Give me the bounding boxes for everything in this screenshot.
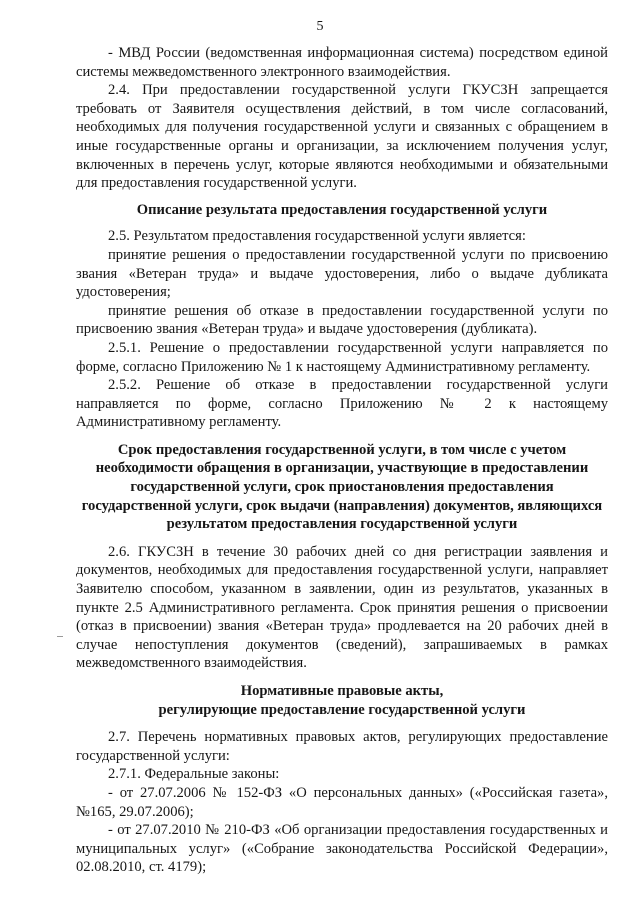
document-body — [76, 44, 608, 877]
paragraph-decision-grant: принятие решения о предоставлении государственной услуги по присвоению звания «Ветеран труда» и выдаче удостоверения, либо о выдаче дубликата удостоверения; — [76, 246, 608, 301]
spacer — [76, 673, 608, 682]
spacer — [76, 219, 608, 227]
page-number: 5 — [316, 19, 324, 34]
paragraph-2-7: 2.7. Перечень нормативных правовых актов, регулирующих предоставление государственной услуги: — [76, 729, 608, 764]
spacer — [76, 193, 608, 201]
heading-result-description: Описание результата предоставления государственной услуги — [136, 201, 548, 218]
heading-service-term: Срок предоставления государственной услуги, в том числе с учетом необходимости обращения в организации, участвующие в предоставлении государственной услуги, срок приостановления предоставления государственной услуги, срок выдачи (направления) документов, являющихся результатом предоставления государственной услуги — [81, 441, 603, 533]
paragraph-2-5-2: 2.5.2. Решение об отказе в предоставлении государственной услуги направляется по форме, согласно Приложению № 2 к настоящему Административному регламенту. — [76, 377, 608, 431]
paragraph-2-7-1: 2.7.1. Федеральные законы: — [108, 766, 280, 783]
spacer — [76, 432, 608, 441]
heading-normative-acts — [76, 682, 608, 719]
paragraph-decision-refuse: принятие решения об отказе в предоставлении государственной услуги по присвоению звания «Ветеран труда» и выдаче удостоверения (дубликата). — [76, 302, 608, 338]
paragraph-law-210: - от 27.07.2010 № 210-ФЗ «Об организации предоставления государственных и муниципальных услуг» («Собрание законодательства Российской Федерации», 02.08.2010, ст. 4179); — [76, 822, 608, 876]
spacer — [76, 719, 608, 728]
margin-mark — [57, 636, 63, 637]
paragraph-2-4: 2.4. При предоставлении государственной услуги ГКУСЗН запрещается требовать от Заявителя осуществления действий, в том числе согласований, необходимых для получения государственной услуги и связанных с обращением в иные государственные органы и организации, за исключением получения услуг, включенных в перечень услуг, которые являются необходимыми и обязательными для предоставления государственной услуги. — [76, 82, 608, 192]
spacer — [76, 534, 608, 543]
heading-normative-acts-line2: регулирующие предоставление государственной услуги — [158, 701, 526, 718]
heading-normative-acts-line1: Нормативные правовые акты, — [240, 683, 444, 699]
paragraph-law-152: - от 27.07.2006 № 152-ФЗ «О персональных данных» («Российская газета», №165, 29.07.2006); — [76, 784, 608, 820]
paragraph-2-5: 2.5. Результатом предоставления государственной услуги является: — [108, 228, 526, 245]
paragraph-mvd: - МВД России (ведомственная информационная система) посредством единой системы межведомственного электронного взаимодействия. — [76, 45, 608, 80]
paragraph-2-6: 2.6. ГКУСЗН в течение 30 рабочих дней со дня регистрации заявления и документов, необходимых для предоставления государственной услуги, направляет Заявителю способом, указанном в заявлении, один из результатов, указанных в пункте 2.5 Административного регламента. Срок принятия решения о присвоении (отказ в присвоении) звания «Ветеран труда» продлевается на 20 рабочих дней в случае непоступления документов (сведений), запрашиваемых в рамках межведомственного взаимодействия. — [76, 543, 608, 672]
paragraph-2-5-1: 2.5.1. Решение о предоставлении государственной услуги направляется по форме, согласно Приложению № 1 к настоящему Административному регламенту. — [76, 339, 608, 375]
